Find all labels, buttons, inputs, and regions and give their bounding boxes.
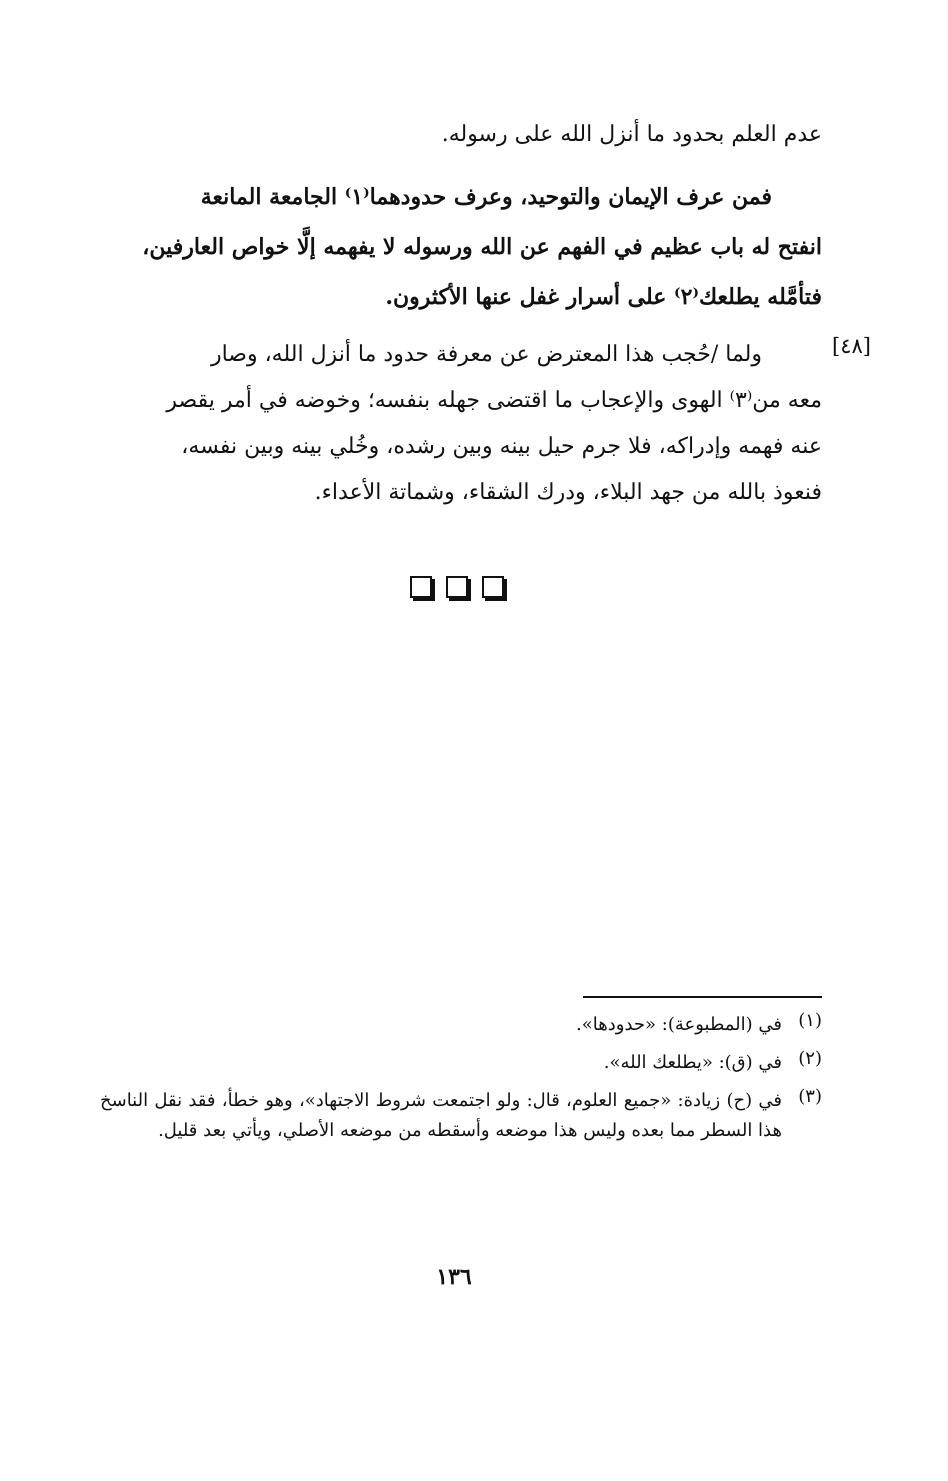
- square-ornament-icon: [410, 576, 432, 598]
- section-divider: [410, 576, 520, 598]
- footnote-text: في (ح) زيادة: «جميع العلوم، قال: ولو اجتمعت شروط الاجتهاد»، وهو خطأ، فقد نقل الناسخ هذا السطر مما بعده وليس هذا موضعه وأسقطه من موضعه الأصلي، ويأتي بعد قليل.: [100, 1090, 782, 1141]
- paragraph-line: معه من⁽٣⁾ الهوى والإعجاب ما اقتضى جهله بنفسه؛ وخوضه في أمر يقصر: [166, 388, 822, 413]
- footnote: [100, 1010, 822, 1040]
- paragraph-48: [100, 332, 822, 516]
- footnote-number: (١): [798, 1010, 822, 1031]
- bold-paragraph-line: انفتح له باب عظيم في الفهم عن الله ورسوله لا يفهمه إلَّا خواص العارفين،: [142, 234, 822, 260]
- footnote-number: (٣): [798, 1086, 822, 1107]
- footnote-text: في (المطبوعة): «حدودها».: [576, 1014, 782, 1035]
- footnote: [100, 1086, 822, 1146]
- square-ornament-icon: [446, 576, 468, 598]
- intro-paragraph: [100, 112, 822, 158]
- page-number: ١٣٦: [436, 1264, 472, 1290]
- paragraph-line: فنعوذ بالله من جهد البلاء، ودرك الشقاء، وشماتة الأعداء.: [314, 480, 822, 505]
- bold-paragraph: [100, 172, 822, 322]
- paragraph-line: ولما /حُجب هذا المعترض عن معرفة حدود ما أنزل الله، وصار: [210, 342, 762, 367]
- footnote-separator: [583, 996, 822, 998]
- footnote: [100, 1048, 822, 1078]
- bold-paragraph-line: فمن عرف الإيمان والتوحيد، وعرف حدودهما⁽١⁾ الجامعة المانعة: [200, 184, 772, 210]
- square-ornament-icon: [482, 576, 504, 598]
- paragraph-marker: [٤٨]: [832, 334, 871, 358]
- bold-paragraph-line: فتأمَّله يطلعك⁽٢⁾ على أسرار غفل عنها الأكثرون.: [385, 284, 822, 310]
- footnote-number: (٢): [798, 1048, 822, 1069]
- intro-line: عدم العلم بحدود ما أنزل الله على رسوله.: [441, 122, 822, 147]
- footnote-text: في (ق): «يطلعك الله».: [603, 1052, 782, 1073]
- footnotes: [100, 1010, 822, 1154]
- paragraph-line: عنه فهمه وإدراكه، فلا جرم حيل بينه وبين رشده، وخُلي بينه وبين نفسه،: [181, 434, 822, 459]
